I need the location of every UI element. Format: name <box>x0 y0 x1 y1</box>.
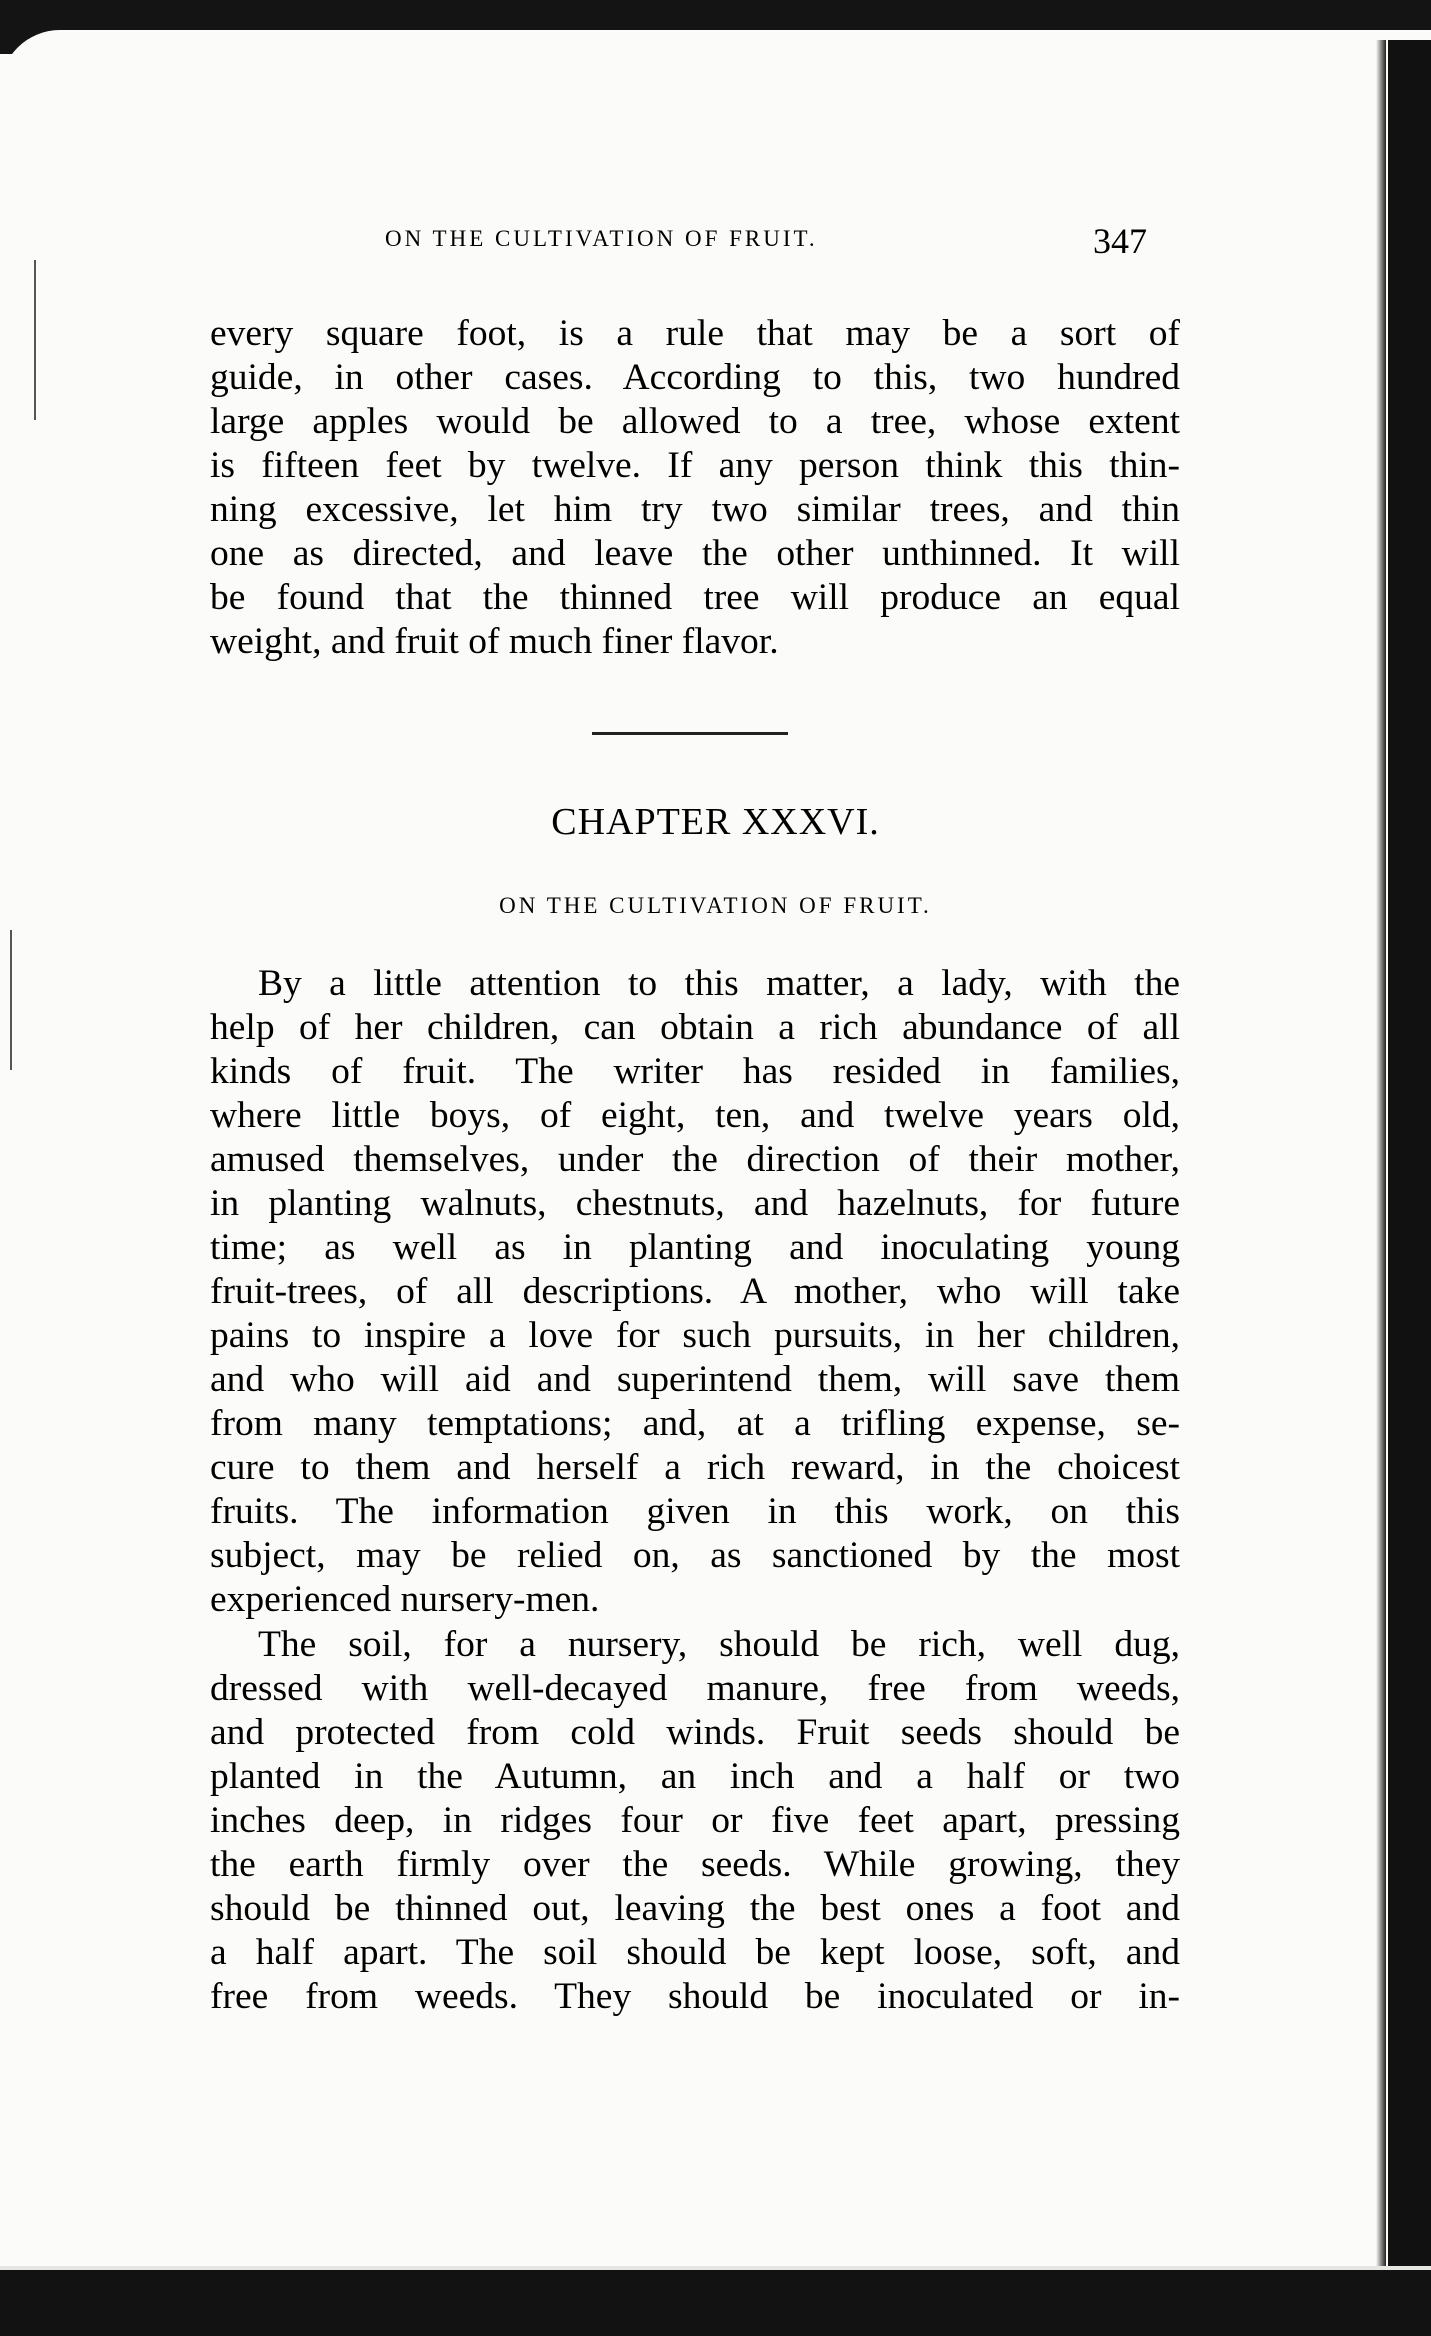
text-line: should be thinned out, leaving the best ones a foot and <box>210 1888 1180 1929</box>
text-line: ning excessive, let him try two similar trees, and thin <box>210 489 1180 530</box>
text-line: large apples would be allowed to a tree, whose extent <box>210 401 1180 442</box>
text-line: is fifteen feet by twelve. If any person think this thin- <box>210 445 1180 486</box>
section-divider-rule <box>592 732 788 735</box>
scan-mark-left <box>34 260 36 420</box>
text-line: and who will aid and superintend them, will save them <box>210 1359 1180 1400</box>
page-number: 347 <box>1093 221 1147 261</box>
page-gutter-shadow <box>1376 40 1386 2280</box>
text-line: The soil, for a nursery, should be rich, well dug, <box>258 1624 1180 1665</box>
text-line: By a little attention to this matter, a lady, with the <box>258 963 1180 1004</box>
text-line: guide, in other cases. According to this, two hundred <box>210 357 1180 398</box>
text-line: kinds of fruit. The writer has resided in families, <box>210 1051 1180 1092</box>
scan-border-bottom <box>0 2270 1431 2336</box>
text-line: be found that the thinned tree will produce an equal <box>210 577 1180 618</box>
text-line: cure to them and herself a rich reward, in the choicest <box>210 1447 1180 1488</box>
text-line: every square foot, is a rule that may be a sort of <box>210 313 1180 354</box>
text-line: time; as well as in planting and inoculating young <box>210 1227 1180 1268</box>
chapter-subtitle: ON THE CULTIVATION OF FRUIT. <box>499 893 932 918</box>
text-line: from many temptations; and, at a trifling expense, se- <box>210 1403 1180 1444</box>
paragraph-opening <box>210 962 1180 1622</box>
text-line: experienced nursery-men. <box>210 1579 600 1620</box>
text-line: in planting walnuts, chestnuts, and hazelnuts, for future <box>210 1183 1180 1224</box>
paragraph-continued <box>210 312 1180 664</box>
text-line: where little boys, of eight, ten, and twelve years old, <box>210 1095 1180 1136</box>
text-line: amused themselves, under the direction of their mother, <box>210 1139 1180 1180</box>
text-line: and protected from cold winds. Fruit seeds should be <box>210 1712 1180 1753</box>
text-line: dressed with well-decayed manure, free from weeds, <box>210 1668 1180 1709</box>
text-line: help of her children, can obtain a rich abundance of all <box>210 1007 1180 1048</box>
text-line: fruit-trees, of all descriptions. A mother, who will take <box>210 1271 1180 1312</box>
page-top-edge <box>0 30 1431 90</box>
text-line: free from weeds. They should be inoculated or in- <box>210 1976 1180 2017</box>
text-line: one as directed, and leave the other unthinned. It will <box>210 533 1180 574</box>
text-line: planted in the Autumn, an inch and a half or two <box>210 1756 1180 1797</box>
scan-mark-left-2 <box>10 930 12 1070</box>
text-line: a half apart. The soil should be kept loose, soft, and <box>210 1932 1180 1973</box>
text-line: the earth firmly over the seeds. While growing, they <box>210 1844 1180 1885</box>
text-line: subject, may be relied on, as sanctioned by the most <box>210 1535 1180 1576</box>
text-line: inches deep, in ridges four or five feet apart, pressing <box>210 1800 1180 1841</box>
text-line: fruits. The information given in this work, on this <box>210 1491 1180 1532</box>
chapter-title: CHAPTER XXXVI. <box>551 801 880 843</box>
scan-border-right <box>1388 40 1431 2280</box>
running-head: ON THE CULTIVATION OF FRUIT. <box>385 226 818 251</box>
text-line: pains to inspire a love for such pursuits, in her children, <box>210 1315 1180 1356</box>
text-line: weight, and fruit of much finer flavor. <box>210 621 779 662</box>
paragraph-nursery <box>210 1623 1180 2019</box>
